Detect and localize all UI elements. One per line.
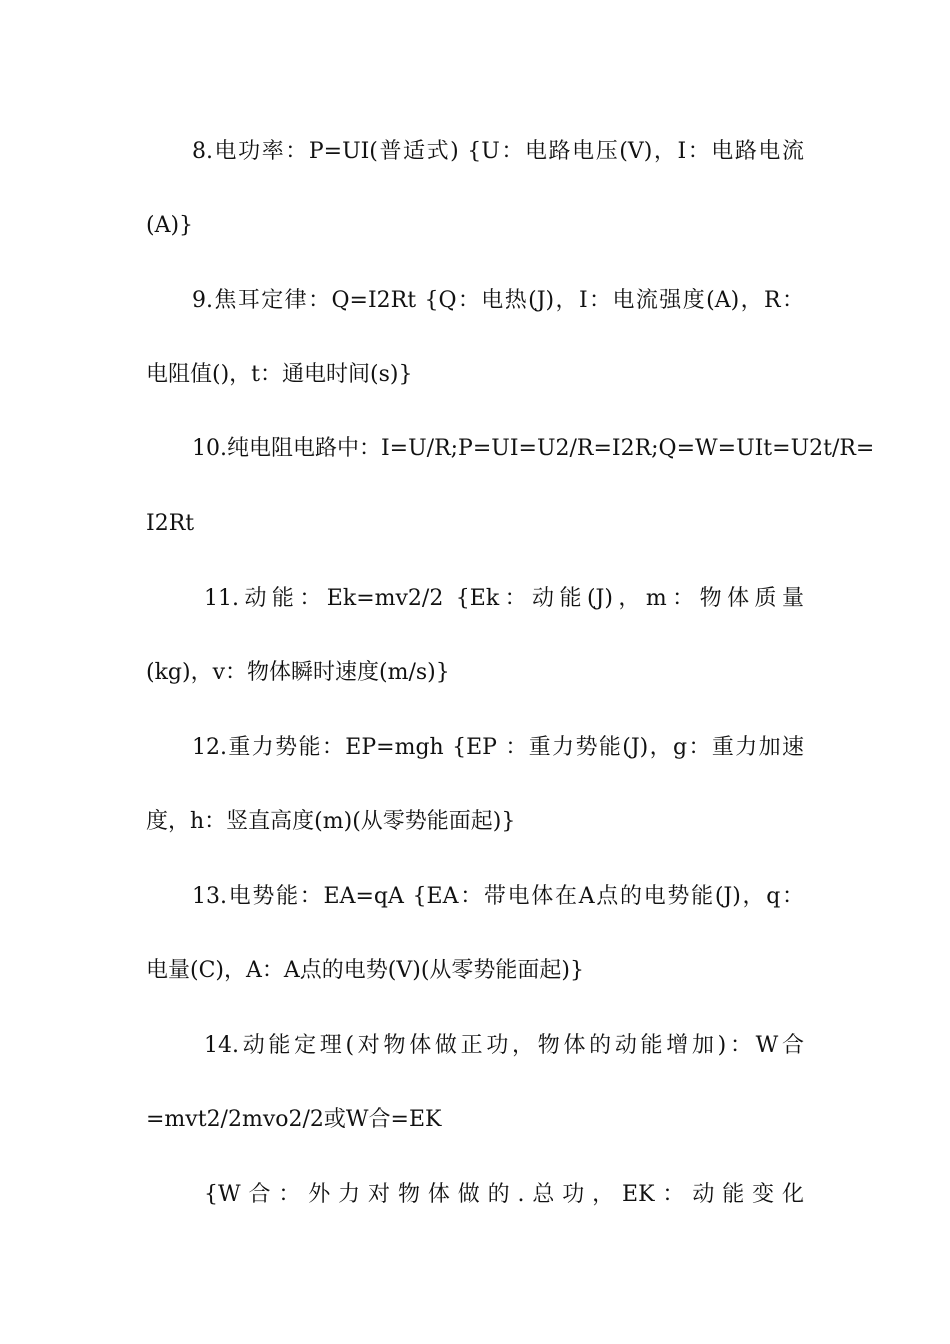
- text-line-8: (kg)，v：物体瞬时速度(m/s)}: [146, 660, 450, 685]
- text-line-1: 8.电功率：P=UI(普适式) {U：电路电压(V)，I：电路电流: [192, 139, 804, 164]
- text-line-7: 11.动能：Ek=mv2/2 {Ek：动能(J)，m：物体质量: [204, 586, 804, 611]
- text-line-2: (A)}: [146, 213, 194, 238]
- text-line-15: {W合：外力对物体做的.总功，EK：动能变化: [204, 1182, 804, 1207]
- text-line-14: =mvt2/2mvo2/2或W合=EK: [146, 1107, 442, 1132]
- text-line-10: 度，h：竖直高度(m)(从零势能面起)}: [146, 809, 516, 834]
- text-line-11: 13.电势能：EA=qA {EA：带电体在A点的电势能(J)，q：: [192, 884, 804, 909]
- text-line-4: 电阻值()，t：通电时间(s)}: [146, 362, 413, 387]
- text-line-9: 12.重力势能：EP=mgh {EP ：重力势能(J)，g：重力加速: [192, 735, 804, 760]
- text-line-5: 10.纯电阻电路中：I=U/R;P=UI=U2/R=I2R;Q=W=UIt=U2t/R=: [192, 436, 875, 461]
- text-line-12: 电量(C)，A：A点的电势(V)(从零势能面起)}: [146, 958, 584, 983]
- text-line-6: I2Rt: [146, 511, 195, 536]
- text-line-3: 9.焦耳定律：Q=I2Rt {Q：电热(J)，I：电流强度(A)，R：: [192, 288, 804, 313]
- text-line-13: 14.动能定理(对物体做正功，物体的动能增加)：W合: [204, 1033, 804, 1058]
